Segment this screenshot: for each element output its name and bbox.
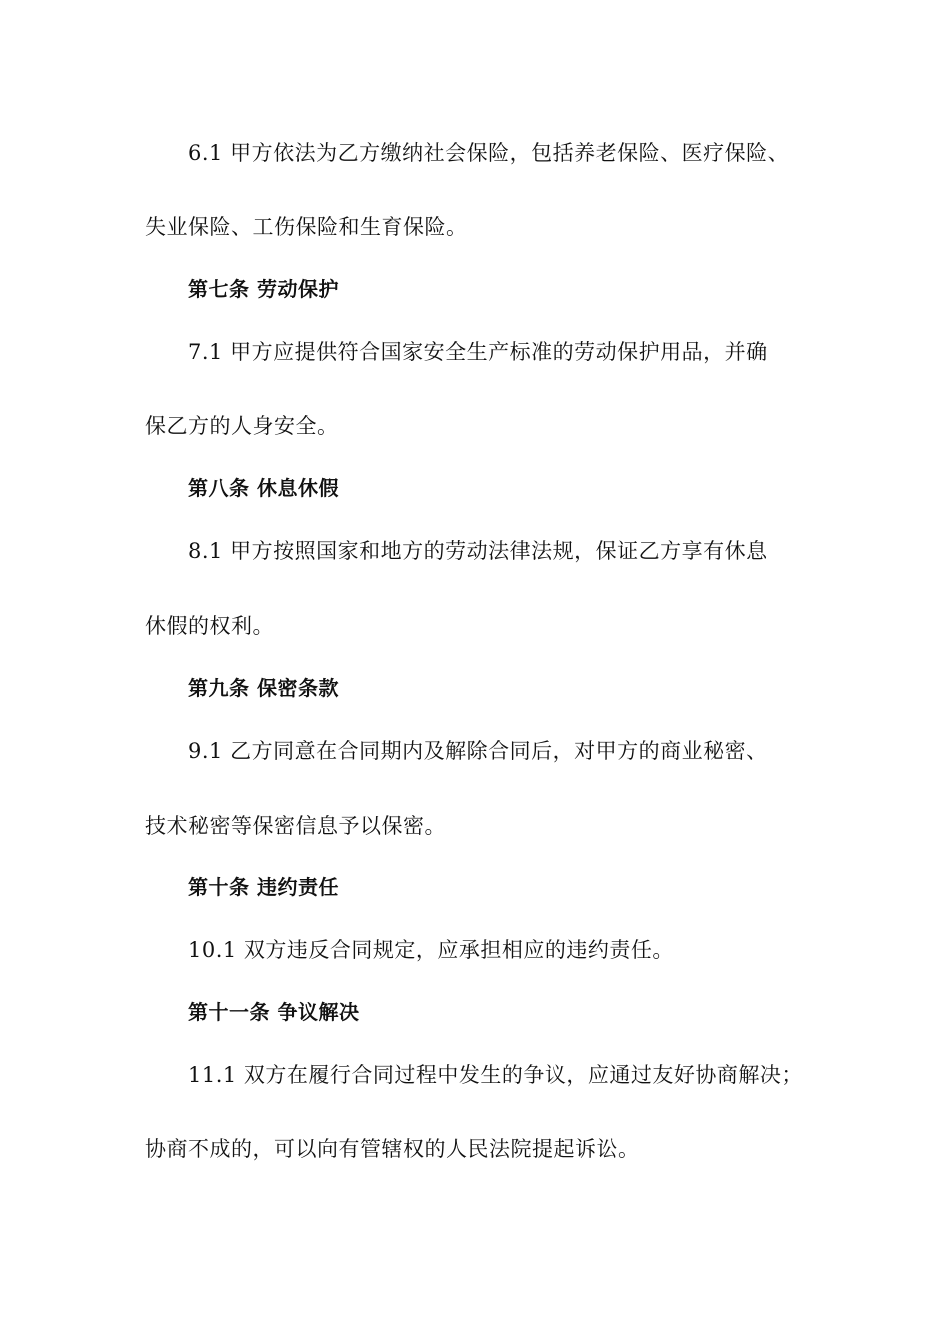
clause-7-1-line-2: 保乙方的人身安全。 [145, 414, 339, 438]
article-9-heading: 第九条 保密条款 [188, 676, 339, 700]
article-8-heading: 第八条 休息休假 [188, 476, 339, 500]
clause-6-1-line-1: 6.1 甲方依法为乙方缴纳社会保险，包括养老保险、医疗保险、 [188, 141, 790, 165]
clause-9-1-line-2: 技术秘密等保密信息予以保密。 [145, 814, 446, 838]
clause-8-1-line-2: 休假的权利。 [145, 614, 274, 638]
clause-9-1-line-1: 9.1 乙方同意在合同期内及解除合同后，对甲方的商业秘密、 [188, 739, 768, 763]
clause-6-1-line-2: 失业保险、工伤保险和生育保险。 [145, 215, 468, 239]
clause-7-1-line-1: 7.1 甲方应提供符合国家安全生产标准的劳动保护用品，并确 [188, 340, 768, 364]
clause-11-1-line-2: 协商不成的，可以向有管辖权的人民法院提起诉讼。 [145, 1137, 640, 1161]
article-7-heading: 第七条 劳动保护 [188, 277, 339, 301]
clause-8-1-line-1: 8.1 甲方按照国家和地方的劳动法律法规，保证乙方享有休息 [188, 539, 768, 563]
clause-11-1-line-1: 11.1 双方在履行合同过程中发生的争议，应通过友好协商解决； [188, 1063, 803, 1087]
article-10-heading: 第十条 违约责任 [188, 875, 339, 899]
article-11-heading: 第十一条 争议解决 [188, 1000, 360, 1024]
clause-10-1-line-1: 10.1 双方违反合同规定，应承担相应的违约责任。 [188, 938, 674, 962]
